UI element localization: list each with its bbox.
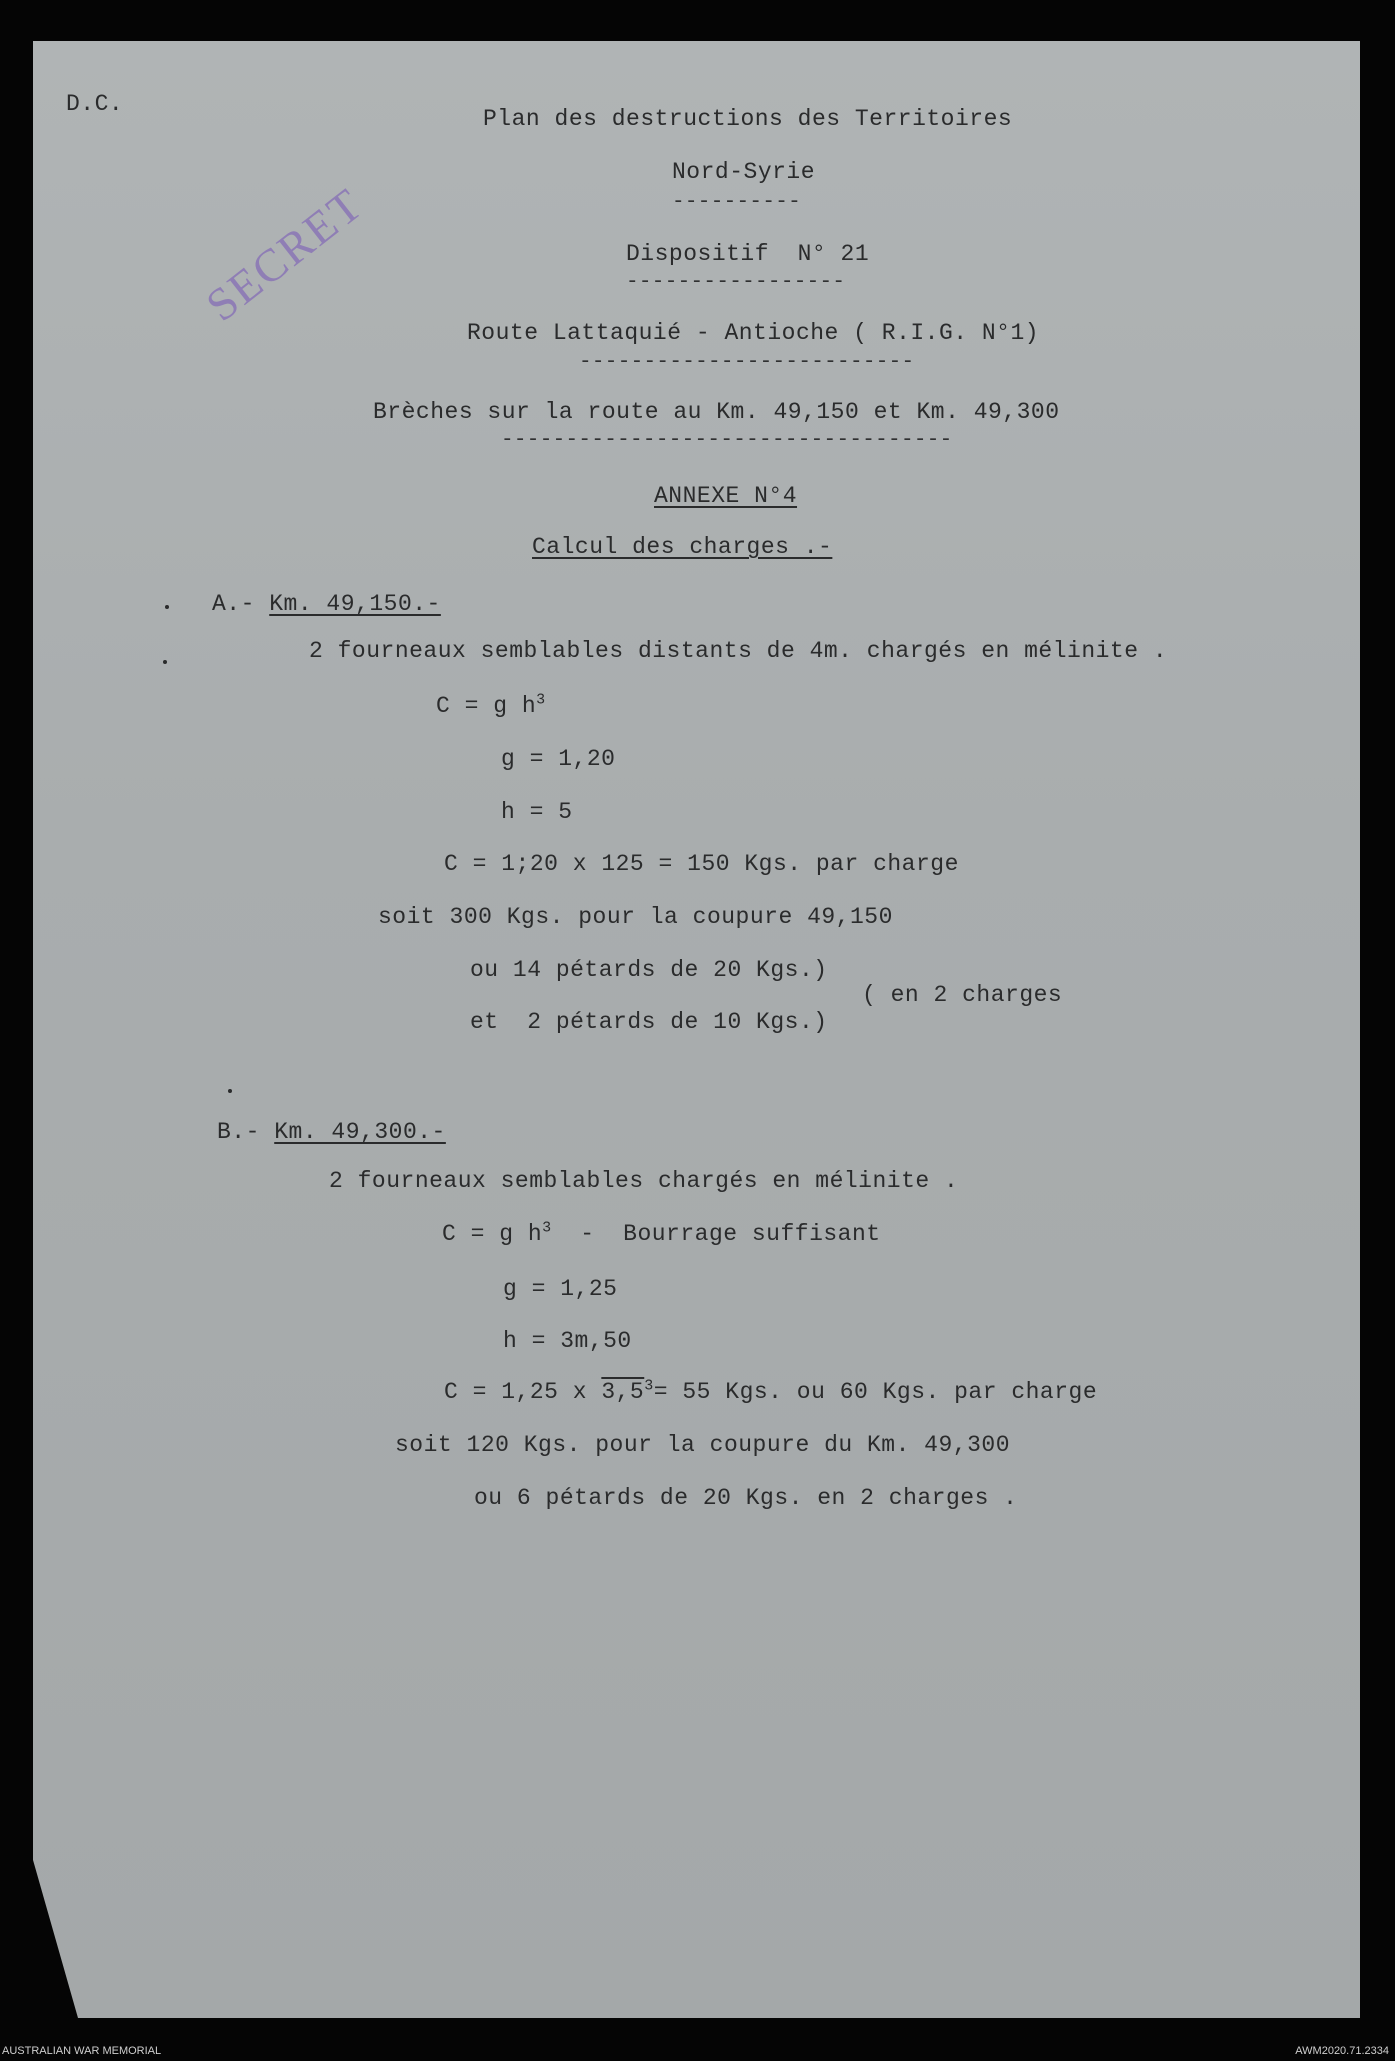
formula-exponent: 3 [542,1219,552,1237]
section-a-total: soit 300 Kgs. pour la coupure 49,150 [378,904,893,930]
calc-prefix: C = 1,25 x [444,1379,602,1405]
dispositif-heading: Dispositif N° 21 [626,241,870,267]
section-b-total: soit 120 Kgs. pour la coupure du Km. 49,300 [395,1432,1010,1458]
section-b-km: Km. 49,300.- [274,1119,446,1145]
section-b-intro: 2 fourneaux semblables chargés en mélinite . [329,1168,959,1194]
formula-text: C = g h [442,1221,543,1247]
section-a-km: Km. 49,150.- [269,591,441,617]
section-a-g: g = 1,20 [501,746,616,772]
formula-exponent: 3 [536,691,546,709]
calc-base: 3,5 [601,1379,645,1405]
section-b-formula [442,1219,881,1247]
formula-note: - Bourrage suffisant [551,1221,881,1247]
section-b-prefix: B.- [217,1119,275,1145]
section-b-heading [217,1121,446,1144]
section-b-petards: ou 6 pétards de 20 Kgs. en 2 charges . [474,1485,1018,1511]
section-b-h: h = 3m,50 [503,1328,632,1354]
section-a-prefix: A.- [212,591,270,617]
subtitle: Nord-Syrie [672,159,816,185]
calcul-heading: Calcul des charges .- [532,534,833,560]
margin-mark [163,660,167,664]
breches-heading: Brèches sur la route au Km. 49,150 et Km. 49,300 [373,399,1060,425]
secret-stamp: SECRET [196,177,373,331]
section-a-formula [436,691,546,719]
section-a-heading [212,593,441,616]
dispositif-rule: ----------------- [626,271,846,294]
margin-mark [228,1089,232,1093]
section-b-calc [444,1377,1098,1405]
breches-rule: ----------------------------------- [501,429,953,452]
calc-result: = 55 Kgs. ou 60 Kgs. par charge [653,1379,1098,1405]
footer-accession: AWM2020.71.2334 [1295,2045,1389,2057]
route-rule: -------------------------- [579,351,915,374]
section-a-charges-note: ( en 2 charges [862,982,1063,1008]
subtitle-rule: ---------- [672,191,802,214]
route-heading: Route Lattaquié - Antioche ( R.I.G. N°1) [467,320,1040,346]
annexe-heading: ANNEXE N°4 [654,483,798,509]
footer-source: AUSTRALIAN WAR MEMORIAL [2,2045,162,2057]
formula-text: C = g h [436,693,537,719]
document-title: Plan des destructions des Territoires [483,106,1013,132]
section-a-petards-10: et 2 pétards de 10 Kgs.) [470,1009,828,1035]
margin-mark [165,605,169,609]
section-a-petards-20: ou 14 pétards de 20 Kgs.) [470,957,828,983]
section-a-h: h = 5 [501,799,573,825]
section-a-intro: 2 fourneaux semblables distants de 4m. chargés en mélinite . [309,638,1168,664]
section-a-calc: C = 1;20 x 125 = 150 Kgs. par charge [444,851,959,877]
initials: D.C. [66,91,124,117]
torn-corner [33,1860,78,2018]
calc-exponent: 3 [644,1377,654,1395]
section-b-g: g = 1,25 [503,1276,618,1302]
